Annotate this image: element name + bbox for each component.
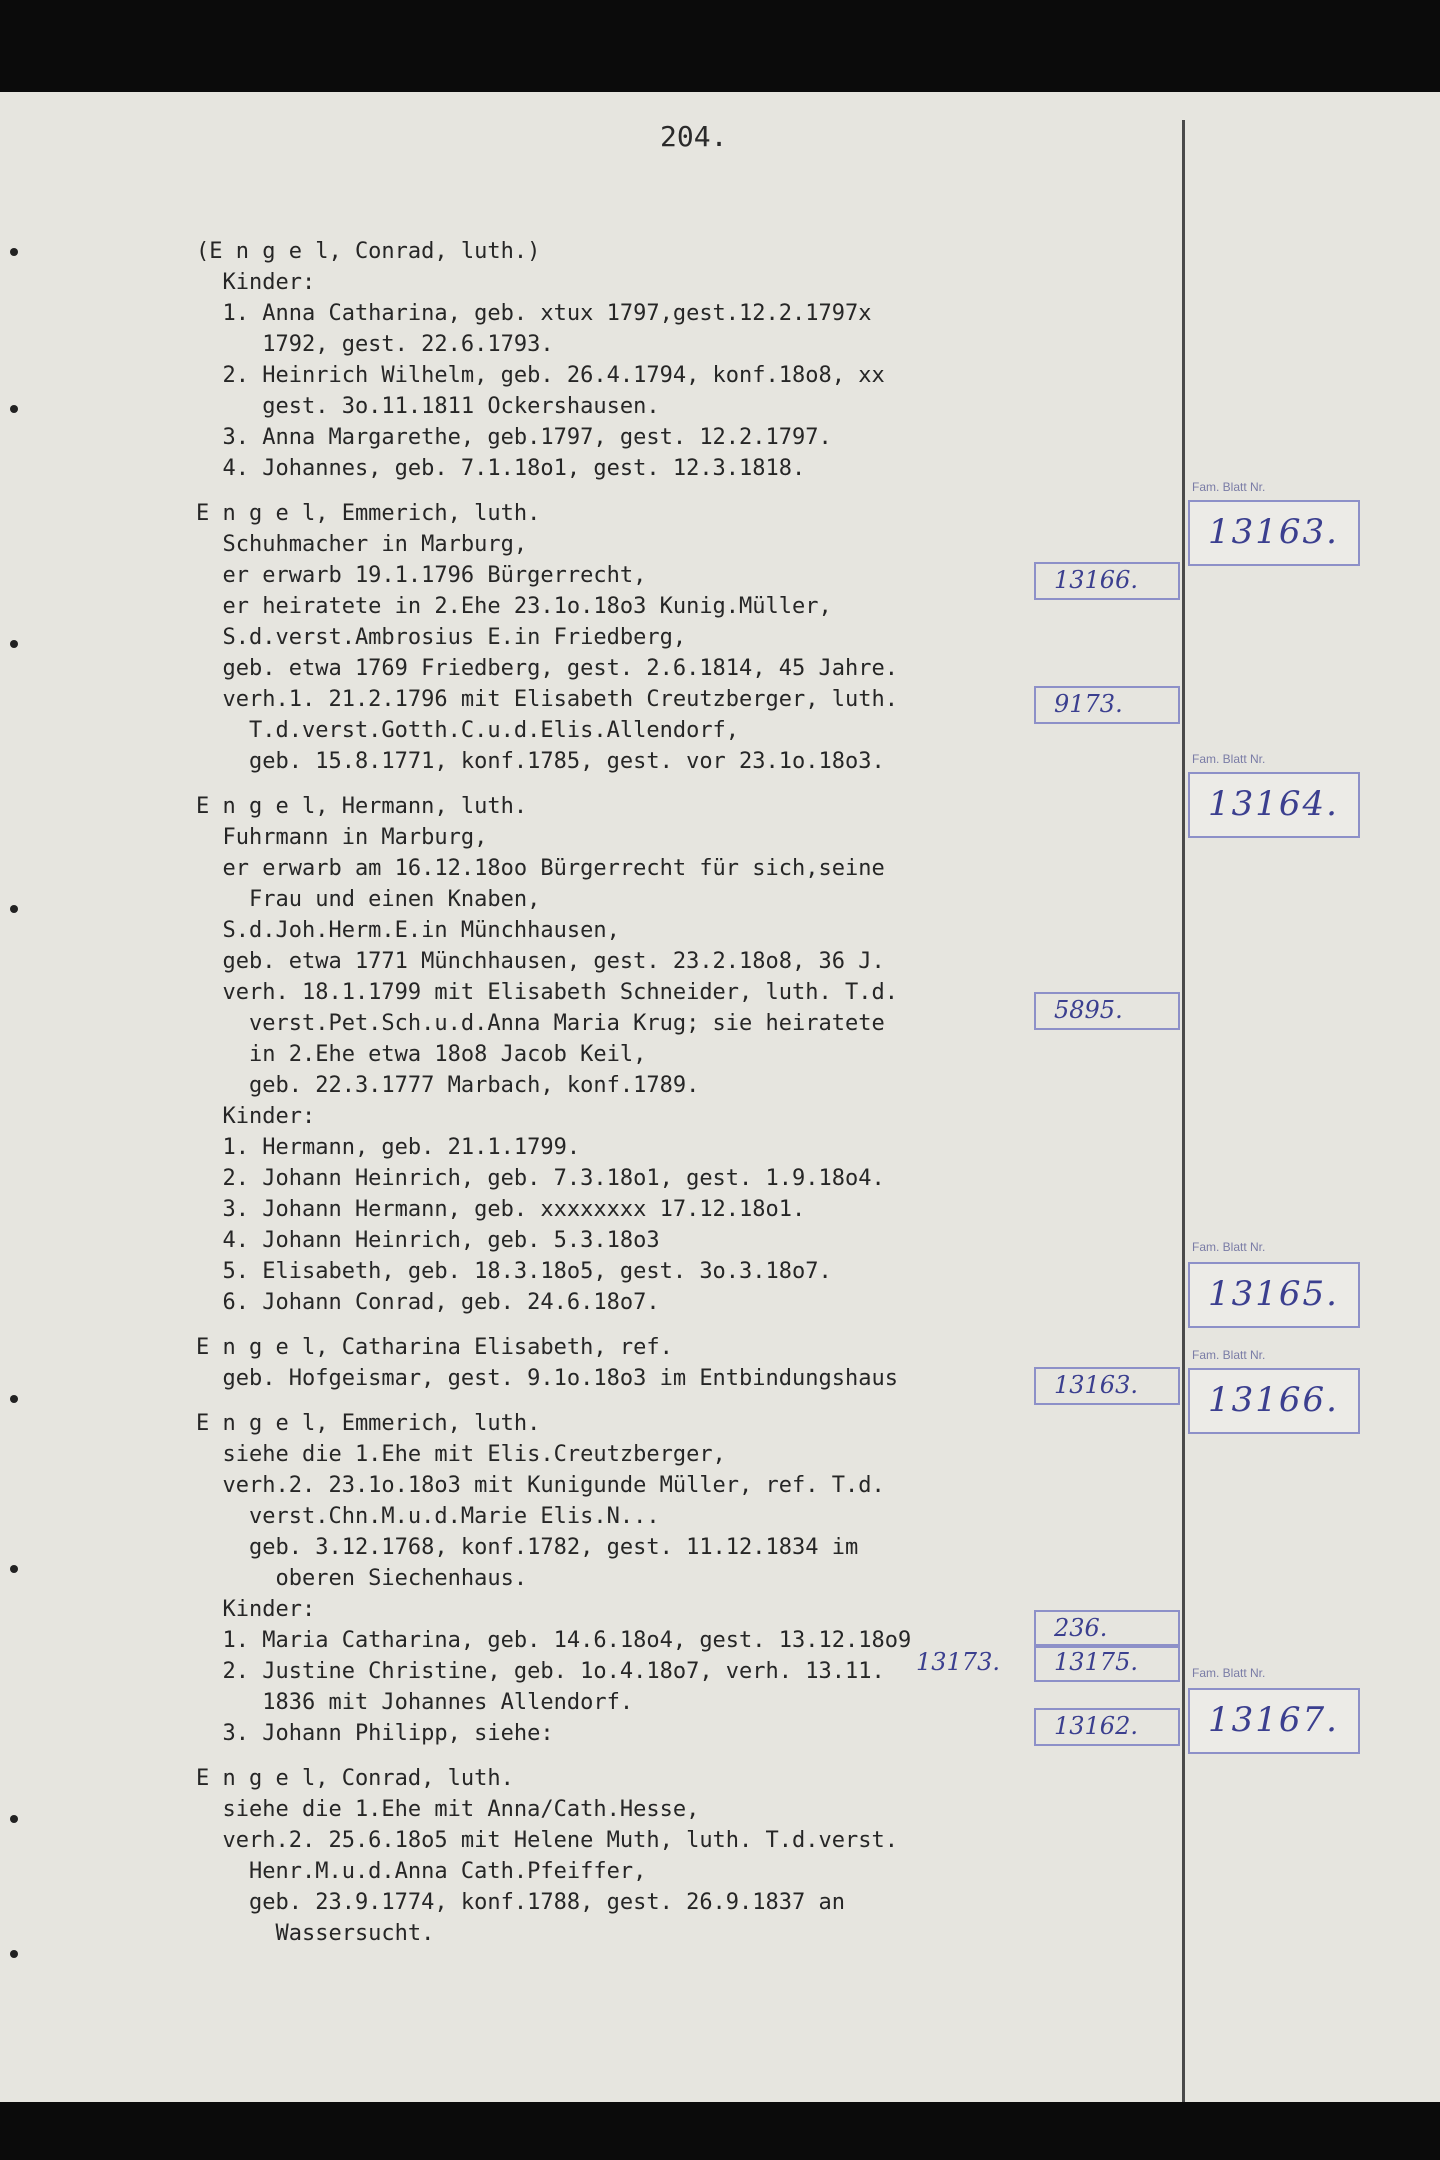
entry-heading: E n g e l, Emmerich, luth. <box>196 501 541 526</box>
cross-reference-number: 13163. <box>1054 1371 1138 1399</box>
entry-line: Wassersucht. <box>196 1921 435 1946</box>
entry-line: 4. Johannes, geb. 7.1.18o1, gest. 12.3.1818. <box>196 456 806 481</box>
entry-emmerich <box>196 498 1186 777</box>
entry-line: 6. Johann Conrad, geb. 24.6.18o7. <box>196 1290 660 1315</box>
entry-line: 3. Johann Hermann, geb. xxxxxxxx 17.12.18o1. <box>196 1197 806 1222</box>
entry-line: 5. Elisabeth, geb. 18.3.18o5, gest. 3o.3.18o7. <box>196 1259 832 1284</box>
entry-line: 1. Maria Catharina, geb. 14.6.18o4, gest. 13.12.18o9 <box>196 1628 912 1653</box>
cross-reference-number: 236. <box>1054 1614 1108 1642</box>
page-number: 204. <box>660 120 728 153</box>
cross-reference-number: 13175. <box>1054 1648 1138 1676</box>
entry-line: geb. etwa 1769 Friedberg, gest. 2.6.1814, 45 Jahre. <box>196 656 898 681</box>
fam-blatt-number: 13163. <box>1208 512 1339 552</box>
entry-line: verh.2. 23.1o.18o3 mit Kunigunde Müller, ref. T.d. <box>196 1473 885 1498</box>
entry-line: Fuhrmann in Marburg, <box>196 825 488 850</box>
entry-line: er heiratete in 2.Ehe 23.1o.18o3 Kunig.Müller, <box>196 594 832 619</box>
punch-hole <box>10 248 18 256</box>
entry-line: Kinder: <box>196 270 316 295</box>
cross-reference-number: 13166. <box>1054 566 1138 594</box>
fam-blatt-number: 13164. <box>1208 784 1339 824</box>
entry-line: geb. 3.12.1768, konf.1782, gest. 11.12.1834 im <box>196 1535 859 1560</box>
entry-heading: E n g e l, Catharina Elisabeth, ref. <box>196 1335 673 1360</box>
entry-line: 3. Johann Philipp, siehe: <box>196 1721 554 1746</box>
punch-hole <box>10 1565 18 1573</box>
entry-conrad-children <box>196 236 1186 484</box>
entry-heading: E n g e l, Conrad, luth. <box>196 1766 514 1791</box>
entry-line: siehe die 1.Ehe mit Elis.Creutzberger, <box>196 1442 726 1467</box>
fam-blatt-label: Fam. Blatt Nr. <box>1192 1348 1266 1362</box>
scan-border <box>0 2102 1440 2160</box>
fam-blatt-label: Fam. Blatt Nr. <box>1192 480 1266 494</box>
fam-blatt-number: 13165. <box>1208 1274 1339 1314</box>
entry-line: verh. 18.1.1799 mit Elisabeth Schneider, luth. T.d. <box>196 980 898 1005</box>
entry-line: Frau und einen Knaben, <box>196 887 541 912</box>
punch-hole <box>10 905 18 913</box>
entry-heading: E n g e l, Hermann, luth. <box>196 794 528 819</box>
fam-blatt-stamp <box>1188 1688 1360 1754</box>
entry-line: 1. Hermann, geb. 21.1.1799. <box>196 1135 581 1160</box>
entry-line: 1. Anna Catharina, geb. xtux 1797,gest.12.2.1797x <box>196 301 872 326</box>
entry-conrad-second-marriage <box>196 1763 1186 1949</box>
entry-line: verh.2. 25.6.18o5 mit Helene Muth, luth. T.d.verst. <box>196 1828 898 1853</box>
entry-line: Henr.M.u.d.Anna Cath.Pfeiffer, <box>196 1859 647 1884</box>
entry-line: T.d.verst.Gotth.C.u.d.Elis.Allendorf, <box>196 718 740 743</box>
cross-reference-stamp <box>1034 1644 1180 1682</box>
entry-heading: E n g e l, Emmerich, luth. <box>196 1411 541 1436</box>
entry-line: geb. 23.9.1774, konf.1788, gest. 26.9.1837 an <box>196 1890 846 1915</box>
fam-blatt-label: Fam. Blatt Nr. <box>1192 1240 1266 1254</box>
fam-blatt-stamp <box>1188 772 1360 838</box>
entry-line: 4. Johann Heinrich, geb. 5.3.18o3 <box>196 1228 660 1253</box>
entry-line: 1792, gest. 22.6.1793. <box>196 332 554 357</box>
punch-hole <box>10 1815 18 1823</box>
entry-line: Kinder: <box>196 1597 316 1622</box>
cross-reference-number: 13173. <box>916 1648 1000 1676</box>
cross-reference-stamp <box>1034 992 1180 1030</box>
entry-line: 2. Justine Christine, geb. 1o.4.18o7, verh. 13.11. <box>196 1659 885 1684</box>
entry-line: er erwarb am 16.12.18oo Bürgerrecht für sich,seine <box>196 856 885 881</box>
entry-line: geb. 15.8.1771, konf.1785, gest. vor 23.1o.18o3. <box>196 749 885 774</box>
entry-line: verst.Chn.M.u.d.Marie Elis.N... <box>196 1504 660 1529</box>
punch-hole <box>10 405 18 413</box>
entry-line: er erwarb 19.1.1796 Bürgerrecht, <box>196 563 647 588</box>
entry-line: gest. 3o.11.1811 Ockershausen. <box>196 394 660 419</box>
entry-line: verh.1. 21.2.1796 mit Elisabeth Creutzberger, luth. <box>196 687 898 712</box>
entry-line: geb. etwa 1771 Münchhausen, gest. 23.2.18o8, 36 J. <box>196 949 885 974</box>
fam-blatt-stamp <box>1188 1368 1360 1434</box>
entry-line: 2. Johann Heinrich, geb. 7.3.18o1, gest. 1.9.18o4. <box>196 1166 885 1191</box>
cross-reference-number: 5895. <box>1054 996 1123 1024</box>
entry-line: 1836 mit Johannes Allendorf. <box>196 1690 634 1715</box>
entry-line: Kinder: <box>196 1104 316 1129</box>
entry-line: geb. Hofgeismar, gest. 9.1o.18o3 im Entbindungshaus <box>196 1366 898 1391</box>
fam-blatt-label: Fam. Blatt Nr. <box>1192 752 1266 766</box>
fam-blatt-number: 13166. <box>1208 1380 1339 1420</box>
entry-line: geb. 22.3.1777 Marbach, konf.1789. <box>196 1073 700 1098</box>
fam-blatt-number: 13167. <box>1208 1700 1339 1740</box>
cross-reference-stamp <box>1034 686 1180 724</box>
entry-hermann <box>196 791 1186 1318</box>
cross-reference-stamp <box>1034 562 1180 600</box>
cross-reference-stamp <box>1034 1708 1180 1746</box>
entry-line: S.d.Joh.Herm.E.in Münchhausen, <box>196 918 620 943</box>
entry-line: 3. Anna Margarethe, geb.1797, gest. 12.2.1797. <box>196 425 832 450</box>
entry-heading: (E n g e l, Conrad, luth.) <box>196 239 541 264</box>
cross-reference-number: 9173. <box>1054 690 1123 718</box>
fam-blatt-stamp <box>1188 500 1360 566</box>
entry-line: oberen Siechenhaus. <box>196 1566 528 1591</box>
register-text <box>196 236 1186 1949</box>
entry-emmerich-second-marriage <box>196 1408 1186 1749</box>
entry-line: verst.Pet.Sch.u.d.Anna Maria Krug; sie heiratete <box>196 1011 885 1036</box>
punch-hole <box>10 1950 18 1958</box>
entry-line: siehe die 1.Ehe mit Anna/Cath.Hesse, <box>196 1797 700 1822</box>
fam-blatt-stamp <box>1188 1262 1360 1328</box>
punch-hole <box>10 1395 18 1403</box>
cross-reference-stamp <box>1034 1367 1180 1405</box>
cross-reference-note <box>896 1644 1028 1682</box>
entry-line: S.d.verst.Ambrosius E.in Friedberg, <box>196 625 687 650</box>
cross-reference-number: 13162. <box>1054 1712 1138 1740</box>
entry-line: 2. Heinrich Wilhelm, geb. 26.4.1794, konf.18o8, xx <box>196 363 885 388</box>
entry-line: Schuhmacher in Marburg, <box>196 532 528 557</box>
punch-hole <box>10 640 18 648</box>
entry-line: in 2.Ehe etwa 18o8 Jacob Keil, <box>196 1042 647 1067</box>
fam-blatt-label: Fam. Blatt Nr. <box>1192 1666 1266 1680</box>
cross-reference-stamp <box>1034 1610 1180 1648</box>
